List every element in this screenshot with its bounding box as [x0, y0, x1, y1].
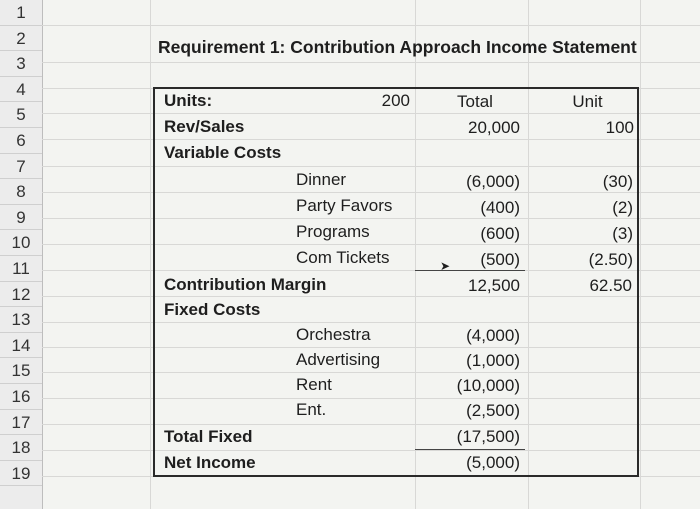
contribution-margin-label[interactable]: Contribution Margin	[164, 275, 327, 294]
row-number[interactable]: 1	[0, 0, 42, 26]
row-number[interactable]: 17	[0, 410, 42, 436]
grid-column-line	[150, 0, 151, 509]
grid-column-line	[640, 0, 641, 509]
total-fixed-label[interactable]: Total Fixed	[164, 427, 253, 446]
fixed-cost-label[interactable]: Rent	[296, 375, 332, 394]
variable-cost-total[interactable]: (600)	[480, 224, 520, 243]
contribution-margin-unit[interactable]: 62.50	[589, 276, 632, 295]
units-value[interactable]: 200	[381, 91, 410, 110]
row-number[interactable]: 6	[0, 128, 42, 154]
row-number[interactable]: 3	[0, 51, 42, 77]
unit-column-header[interactable]: Unit	[572, 92, 603, 111]
fixed-cost-total[interactable]: (10,000)	[456, 376, 520, 395]
statement-title[interactable]: Requirement 1: Contribution Approach Income Statement	[158, 37, 637, 57]
fixed-cost-label[interactable]: Ent.	[296, 400, 327, 419]
row-number[interactable]: 12	[0, 282, 42, 308]
fixed-cost-label[interactable]: Advertising	[296, 350, 381, 369]
row-header-column	[0, 0, 43, 509]
row-number[interactable]: 5	[0, 102, 42, 128]
grid-row-line	[42, 25, 700, 26]
net-income-underline	[415, 449, 525, 450]
row-number[interactable]: 10	[0, 230, 42, 256]
row-number[interactable]: 4	[0, 77, 42, 103]
mouse-pointer-icon: ➤	[440, 259, 451, 273]
contribution-margin-total[interactable]: 12,500	[468, 276, 520, 295]
subtotal-underline	[415, 270, 525, 271]
rev-unit[interactable]: 100	[605, 118, 634, 137]
row-number[interactable]: 8	[0, 179, 42, 205]
row-number[interactable]: 7	[0, 154, 42, 180]
row-number[interactable]: 13	[0, 307, 42, 333]
fixed-cost-total[interactable]: (1,000)	[466, 351, 520, 370]
variable-cost-unit[interactable]: (2)	[612, 198, 633, 217]
row-number[interactable]: 19	[0, 461, 42, 487]
row-number[interactable]: 18	[0, 435, 42, 461]
variable-cost-unit[interactable]: (2.50)	[588, 250, 633, 269]
row-number[interactable]: 15	[0, 358, 42, 384]
variable-cost-unit[interactable]: (3)	[612, 224, 633, 243]
variable-costs-label[interactable]: Variable Costs	[164, 143, 282, 162]
variable-cost-label[interactable]: Programs	[296, 222, 370, 241]
row-number[interactable]: 9	[0, 205, 42, 231]
fixed-costs-label[interactable]: Fixed Costs	[164, 300, 261, 319]
total-column-header[interactable]: Total	[457, 92, 493, 111]
fixed-cost-total[interactable]: (4,000)	[466, 326, 520, 345]
row-number[interactable]: 11	[0, 256, 42, 282]
variable-cost-total[interactable]: (400)	[480, 198, 520, 217]
row-number[interactable]: 2	[0, 26, 42, 52]
fixed-cost-total[interactable]: (2,500)	[466, 401, 520, 420]
variable-cost-label[interactable]: Com Tickets	[296, 248, 390, 267]
grid-row-line	[42, 62, 700, 63]
net-income-value[interactable]: (5,000)	[466, 453, 520, 472]
total-fixed-value[interactable]: (17,500)	[456, 427, 520, 446]
row-number[interactable]: 14	[0, 333, 42, 359]
fixed-cost-label[interactable]: Orchestra	[296, 325, 371, 344]
net-income-label[interactable]: Net Income	[164, 453, 256, 472]
units-label[interactable]: Units:	[164, 91, 213, 110]
variable-cost-total[interactable]: (500)	[480, 250, 520, 269]
variable-cost-unit[interactable]: (30)	[602, 172, 633, 191]
variable-cost-label[interactable]: Dinner	[296, 170, 347, 189]
row-number[interactable]: 16	[0, 384, 42, 410]
variable-cost-label[interactable]: Party Favors	[296, 196, 393, 215]
rev-total[interactable]: 20,000	[468, 118, 520, 137]
variable-cost-total[interactable]: (6,000)	[466, 172, 520, 191]
rev-sales-label[interactable]: Rev/Sales	[164, 117, 245, 136]
